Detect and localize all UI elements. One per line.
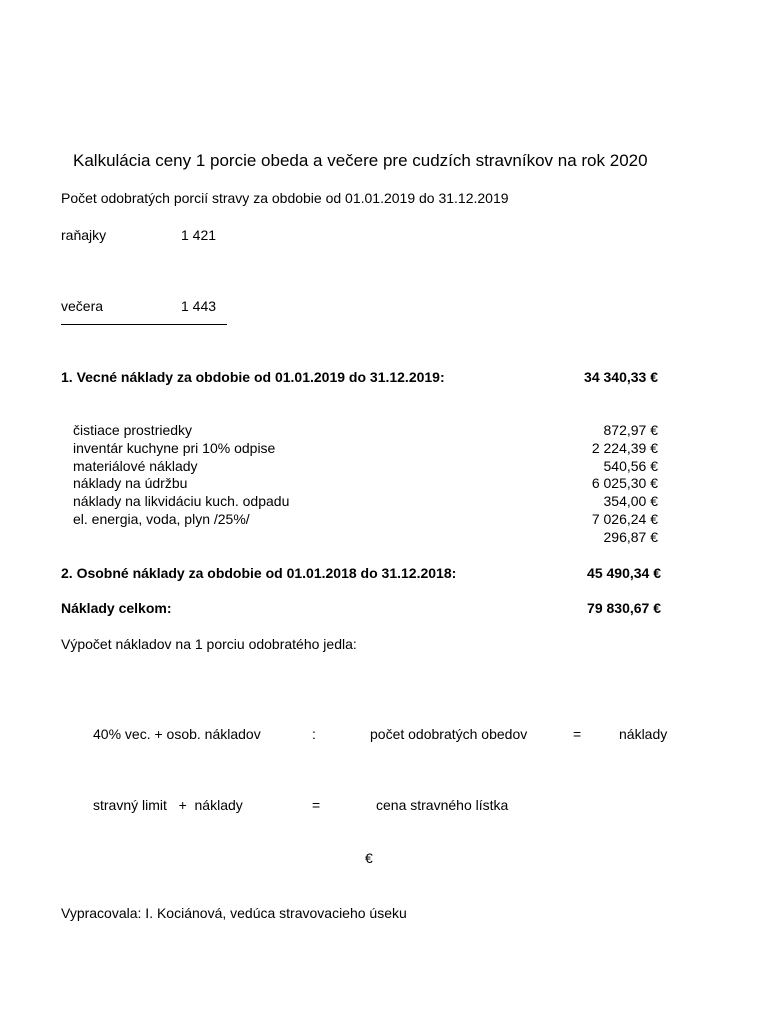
formula1-right: náklady [619, 726, 668, 742]
formula1-equals: = [573, 726, 582, 742]
cost-item-value: 354,00 € [603, 493, 658, 509]
total-costs-label: Náklady celkom: [61, 600, 172, 616]
portions-heading: Počet odobratých porcií stravy za obdobie od 01.01.2019 do 31.12.2019 [61, 190, 509, 206]
formula2-right: cena stravného lístka [376, 797, 509, 813]
author-line: Vypracovala: I. Kociánová, vedúca stravovacieho úseku [61, 905, 407, 921]
cost-item-value: 540,56 € [603, 458, 658, 474]
portion-value-dinner: 1 443 [181, 298, 217, 314]
cost-item-value: 7 026,24 € [591, 511, 658, 527]
document-title: Kalkulácia ceny 1 porcie obeda a večere pre cudzích stravníkov na rok 2020 [73, 151, 648, 170]
formula2-left: stravný limit + náklady [93, 797, 243, 813]
formula1-middle: počet odobratých obedov [370, 726, 528, 742]
total-costs-value: 79 830,67 € [587, 600, 661, 616]
cost-item-value: 6 025,30 € [591, 475, 658, 491]
cost-item-value: 296,87 € [603, 529, 658, 545]
formula1-left: 40% vec. + osob. nákladov [93, 726, 261, 742]
calculation-heading: Výpočet nákladov na 1 porciu odobratého jedla: [61, 636, 357, 652]
section1-label: 1. Vecné náklady za obdobie od 01.01.2019 do 31.12.2019: [61, 369, 445, 385]
section2-total: 45 490,34 € [587, 565, 661, 581]
formula2-equals: = [312, 797, 321, 813]
portion-label-dinner: večera [61, 298, 104, 314]
portion-value-breakfast: 1 421 [181, 227, 217, 243]
divider-line [61, 324, 227, 325]
cost-item-label: náklady na údržbu [73, 475, 188, 491]
cost-item-label: náklady na likvidáciu kuch. odpadu [73, 493, 290, 509]
euro-sign: € [365, 850, 373, 866]
section1-total: 34 340,33 € [584, 369, 658, 385]
cost-item-label: materiálové náklady [73, 458, 198, 474]
cost-item-label: inventár kuchyne pri 10% odpise [73, 440, 276, 456]
formula1-operator: : [312, 726, 316, 742]
cost-item-label: el. energia, voda, plyn /25%/ [73, 511, 250, 527]
section2-label: 2. Osobné náklady za obdobie od 01.01.2018 do 31.12.2018: [61, 565, 457, 581]
cost-item-value: 872,97 € [603, 422, 658, 438]
portion-label-breakfast: raňajky [61, 227, 107, 243]
cost-item-value: 2 224,39 € [591, 440, 658, 456]
cost-item-label: čistiace prostriedky [73, 422, 193, 438]
